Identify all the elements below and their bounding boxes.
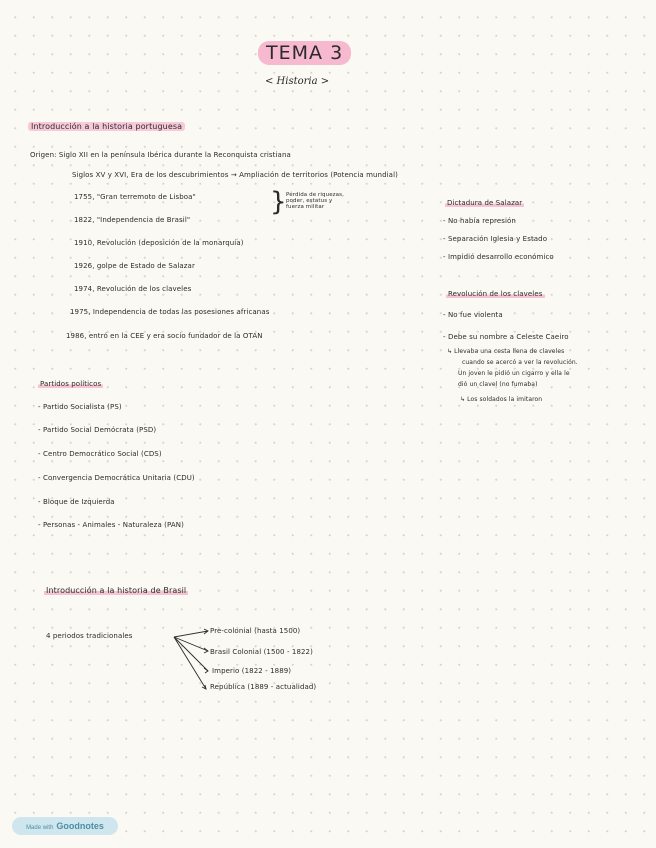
revolucion-heading <box>446 290 545 298</box>
partido-bloque: - Bloque de Izquierda <box>38 498 115 506</box>
branch-arrows-icon <box>170 626 214 694</box>
partidos-heading-text: Partidos políticos <box>40 380 102 388</box>
title-text: TEMA <box>266 42 324 64</box>
title-number: 3 <box>330 42 344 64</box>
revolucion-note-1: ↳ Llevaba una cesta llena de claveles <box>447 348 565 355</box>
event-1755: 1755, "Gran terremoto de Lisboa" <box>74 193 196 201</box>
partido-pan: - Personas - Animales - Naturaleza (PAN) <box>38 521 184 529</box>
revolucion-note-4: dió un clavel (no fumaba) <box>458 381 538 388</box>
period-imperio: Imperio (1822 - 1889) <box>212 667 292 675</box>
event-1986: 1986, entró en la CEE y era socio fundador de la OTAN <box>66 332 263 340</box>
event-1975: 1975, Independencia de todas las posesiones africanas <box>70 308 270 316</box>
event-1910: 1910, Revolución (deposición de la monarquía) <box>74 239 244 247</box>
event-1822: 1822, "Independencia de Brasil" <box>74 216 191 224</box>
revolucion-item-1: - No fue violenta <box>443 311 503 319</box>
period-colonial: Brasil Colonial (1500 - 1822) <box>210 648 313 656</box>
partido-ps: - Partido Socialista (PS) <box>38 403 122 411</box>
arrow-3 <box>174 637 208 671</box>
dictadura-item-3: - Impidió desarrollo económico <box>443 253 554 261</box>
partido-cdu: - Convergencia Democrática Unitaria (CDU) <box>38 474 195 482</box>
page-subtitle: < Historia > <box>265 76 330 87</box>
period-republica: República (1889 - actualidad) <box>210 683 317 691</box>
section-heading-portugal <box>28 122 185 131</box>
goodnotes-badge <box>12 817 118 835</box>
periodos-root: 4 periodos tradicionales <box>46 632 133 640</box>
dictadura-item-1: - No había represión <box>443 217 516 225</box>
siglos-line: Siglos XV y XVI, Era de los descubrimientos → Ampliación de territorios (Potencia mundial) <box>72 171 398 179</box>
event-1974: 1974, Revolución de los claveles <box>74 285 192 293</box>
arrow-4 <box>174 637 206 689</box>
revolucion-note-5: ↳ Los soldados la imitaron <box>460 396 543 403</box>
revolucion-note-3: Un joven le pidió un cigarro y ella le <box>458 370 570 377</box>
section-heading-brasil <box>44 586 188 595</box>
dictadura-item-2: - Separación Iglesia y Estado <box>443 235 548 243</box>
partido-psd: - Partido Social Demócrata (PSD) <box>38 426 157 434</box>
dictadura-heading <box>445 199 524 207</box>
page-title <box>258 42 351 64</box>
brace-note: Pérdida de riquezas, poder, estatus y fuerza militar <box>286 192 344 210</box>
brasil-heading-text: Introducción a la historia de Brasil <box>46 586 187 595</box>
revolucion-heading-text: Revolución de los claveles <box>448 290 543 298</box>
partido-cds: - Centro Democrático Social (CDS) <box>38 450 162 458</box>
brand-text: Goodnotes <box>56 821 104 831</box>
heading-text: Introducción a la historia portuguesa <box>28 122 185 131</box>
revolucion-note-2: cuando se acercó a ver la revolución. <box>462 359 578 366</box>
arrow-2 <box>174 637 208 651</box>
brace-icon: } <box>270 187 287 217</box>
period-pre-colonial: Pre-colonial (hasta 1500) <box>210 627 301 635</box>
dictadura-heading-text: Dictadura de Salazar <box>447 199 523 207</box>
arrow-1 <box>174 631 208 637</box>
origen-line: Origen: Siglo XII en la península Ibérica durante la Reconquista cristiana <box>30 151 291 159</box>
event-1926: 1926, golpe de Estado de Salazar <box>74 262 195 270</box>
partidos-heading <box>38 380 103 388</box>
made-with-text: Made with <box>26 825 54 831</box>
revolucion-item-2: - Debe su nombre a Celeste Caeiro <box>443 333 569 341</box>
